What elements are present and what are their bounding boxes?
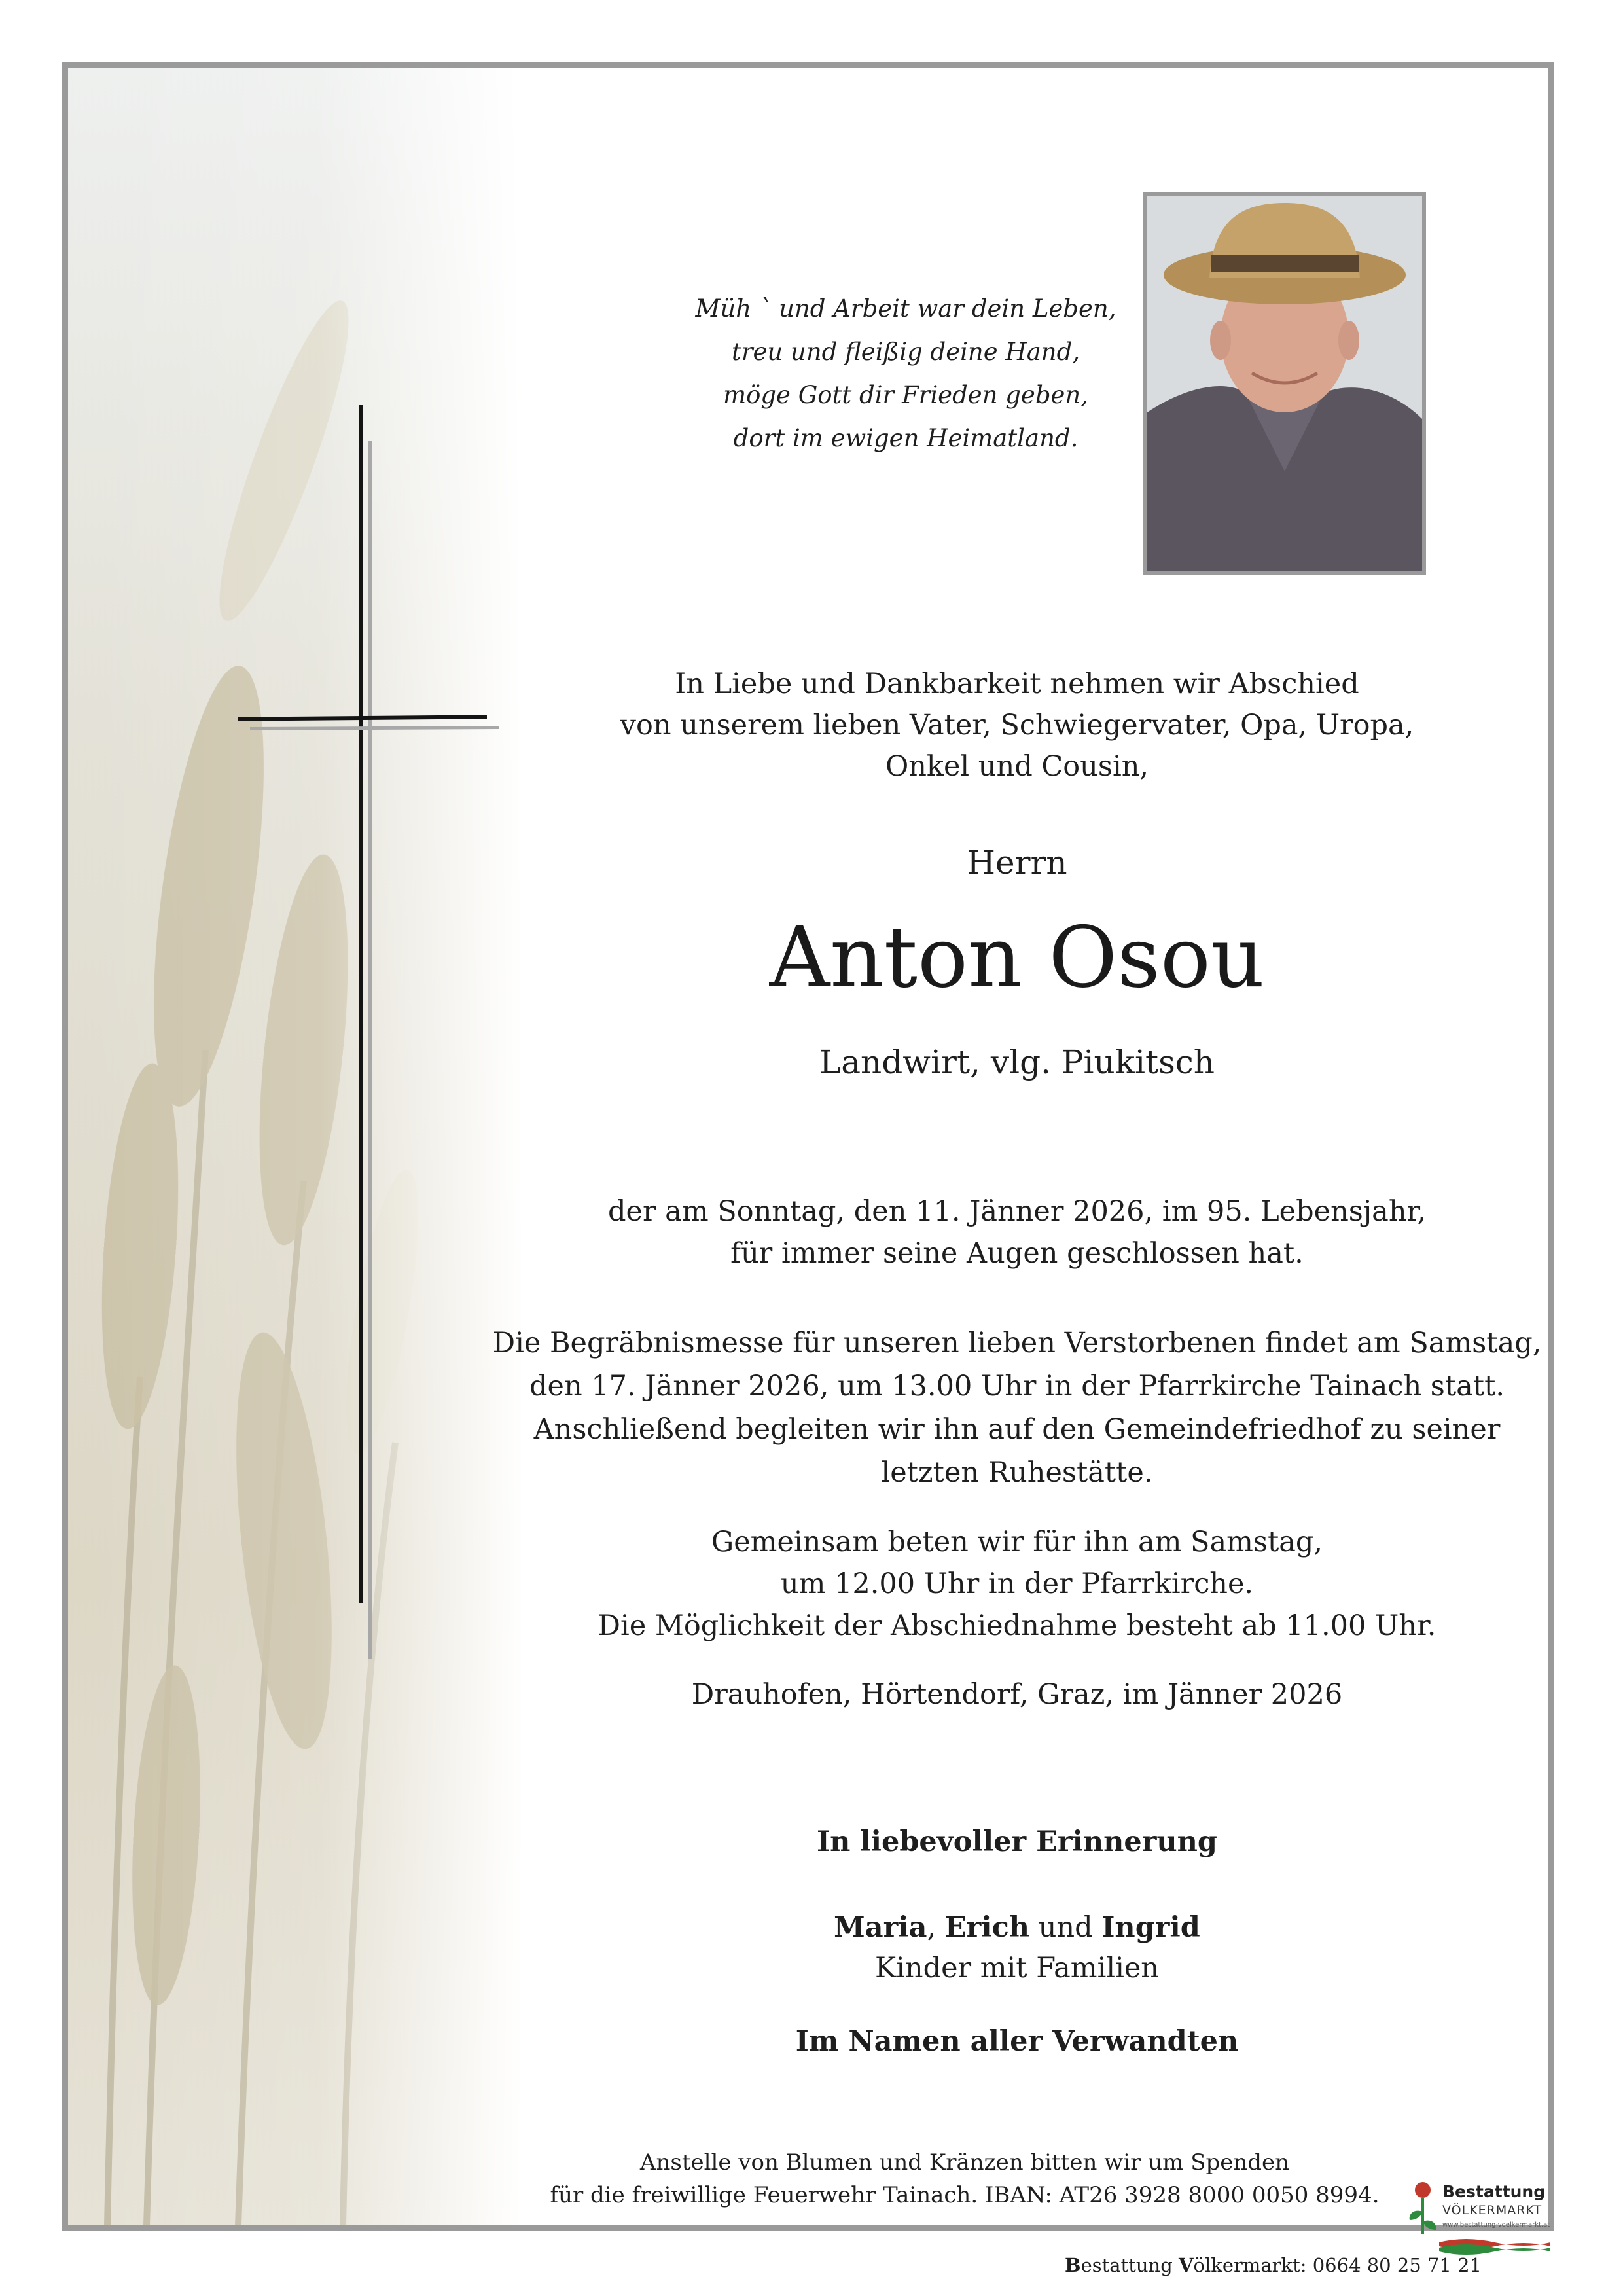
family-names xyxy=(461,1907,1573,1988)
death-notice-line: für immer seine Augen geschlossen hat. xyxy=(730,1237,1304,1270)
wheat-background-image xyxy=(68,68,526,2225)
family-subtitle: Kinder mit Familien xyxy=(875,1952,1159,1984)
funeral-line: Die Begräbnismesse für unseren lieben Verstorbenen findet am Samstag, xyxy=(492,1327,1542,1359)
flag-wave-icon xyxy=(1439,2236,1550,2255)
intro-line: Onkel und Cousin, xyxy=(885,750,1149,783)
logo-url: www.bestattung-voelkermarkt.at xyxy=(1442,2221,1550,2229)
poem xyxy=(579,287,1233,460)
family-name-3: Ingrid xyxy=(1101,1911,1200,1944)
family-name-2: Erich xyxy=(944,1911,1030,1944)
donation-request xyxy=(454,2146,1475,2212)
deceased-name: Anton Osou xyxy=(769,909,1265,1007)
rose-icon xyxy=(1403,2176,1442,2267)
poem-line: dort im ewigen Heimatland. xyxy=(733,424,1079,452)
contact-initial: V xyxy=(1179,2254,1194,2276)
memory-heading: In liebevoller Erinnerung xyxy=(816,1825,1217,1858)
cross-vertical-bar xyxy=(359,405,363,1603)
funeral-line: letzten Ruhestätte. xyxy=(881,1456,1153,1489)
death-notice-line: der am Sonntag, den 11. Jänner 2026, im 95. Lebensjahr, xyxy=(607,1195,1427,1228)
intro-line: In Liebe und Dankbarkeit nehmen wir Abschied xyxy=(675,668,1359,700)
death-notice xyxy=(461,1191,1573,1274)
funeral-line: den 17. Jänner 2026, um 13.00 Uhr in der Pfarrkirche Tainach statt. xyxy=(529,1370,1505,1403)
prayer-line: Die Möglichkeit der Abschiednahme besteht ab 11.00 Uhr. xyxy=(597,1609,1436,1642)
prayer-details xyxy=(461,1521,1573,1647)
funeral-details xyxy=(461,1321,1573,1494)
relatives-line: Im Namen aller Verwandten xyxy=(795,2025,1239,2058)
poem-line: möge Gott dir Frieden geben, xyxy=(722,381,1089,409)
funeral-line: Anschließend begleiten wir ihn auf den Gemeindefriedhof zu seiner xyxy=(533,1413,1501,1446)
salutation: Herrn xyxy=(967,844,1067,882)
donation-line: für die freiwillige Feuerwehr Tainach. IBAN: AT26 3928 8000 0050 8994. xyxy=(550,2182,1380,2208)
portrait-photo xyxy=(1143,192,1426,575)
intro-text xyxy=(461,664,1573,787)
contact-line xyxy=(1050,2254,1482,2276)
family-separator: , xyxy=(927,1911,945,1944)
poem-line: Müh ` und Arbeit war dein Leben, xyxy=(695,295,1116,323)
poem-line: treu und fleißig deine Hand, xyxy=(731,338,1080,366)
cross-vertical-shadow xyxy=(368,441,372,1659)
logo-subtitle: VÖLKERMARKT xyxy=(1442,2203,1543,2217)
family-separator: und xyxy=(1029,1911,1102,1944)
donation-line: Anstelle von Blumen und Kränzen bitten wir um Spenden xyxy=(639,2149,1290,2176)
prayer-line: Gemeinsam beten wir für ihn am Samstag, xyxy=(711,1526,1323,1558)
prayer-line: um 12.00 Uhr in der Pfarrkirche. xyxy=(780,1568,1254,1600)
places-date: Drauhofen, Hörtendorf, Graz, im Jänner 2026 xyxy=(691,1678,1343,1711)
family-name-1: Maria xyxy=(834,1911,927,1944)
obituary-frame xyxy=(62,62,1554,2276)
contact-text: ölkermarkt: 0664 80 25 71 21 xyxy=(1193,2254,1482,2276)
logo-name: Bestattung xyxy=(1442,2182,1546,2201)
children-names xyxy=(461,1907,1573,1948)
intro-line: von unserem lieben Vater, Schwiegervater, Opa, Uropa, xyxy=(620,709,1414,742)
deceased-title: Landwirt, vlg. Piukitsch xyxy=(819,1043,1215,1081)
contact-initial: B xyxy=(1065,2254,1081,2276)
contact-text: estattung xyxy=(1080,2254,1179,2276)
